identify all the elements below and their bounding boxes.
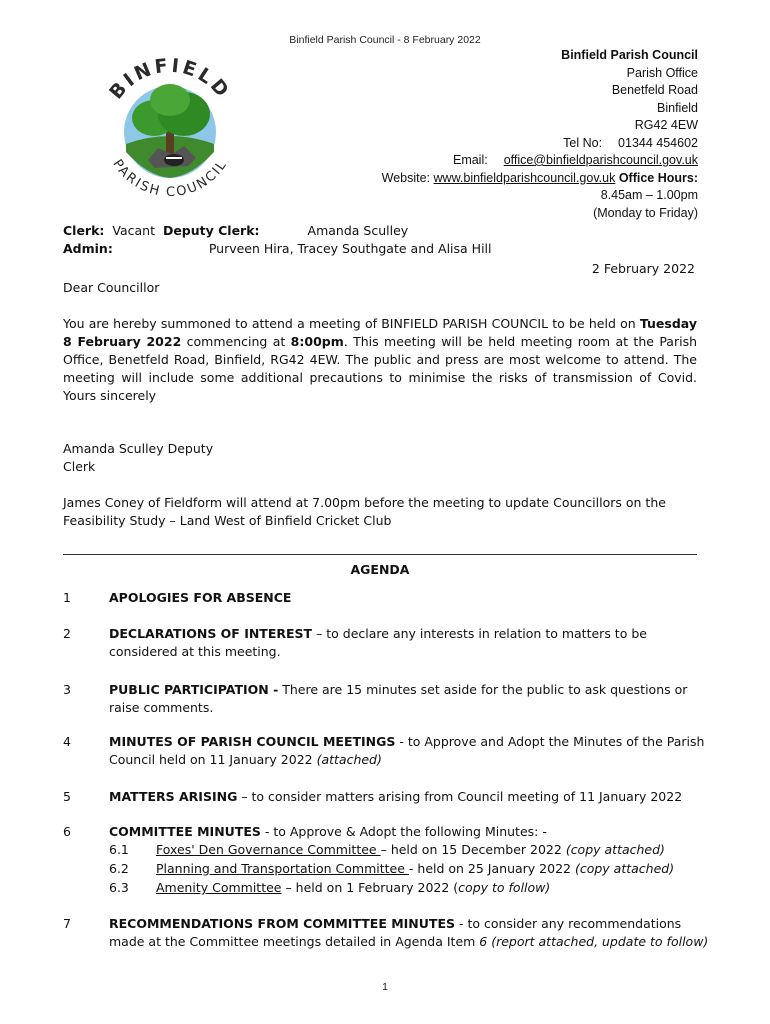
page-number: 1 xyxy=(382,982,388,993)
agenda-item-number: 4 xyxy=(63,734,71,749)
address-line: Parish Office xyxy=(626,65,698,80)
presentation-note: James Coney of Fieldform will attend at 7.00pm before the meeting to update Councillors on the Feasibility Study – Land West of Binfield Cricket Club xyxy=(63,495,666,528)
sub-item: 6.1 Foxes' Den Governance Committee – held on 15 December 2022 (copy attached) xyxy=(109,842,665,857)
agenda-item-title: MINUTES OF PARISH COUNCIL MEETINGS xyxy=(109,734,396,749)
council-name: Binfield Parish Council xyxy=(561,48,698,62)
email-label: Email: xyxy=(452,153,488,167)
deputy-clerk-label: Deputy Clerk: xyxy=(162,223,260,238)
staff-block xyxy=(63,222,492,258)
summons-paragraph: You are hereby summoned to attend a meeting of BINFIELD PARISH COUNCIL to be held on Tuesday 8 February 2022 commencing at 8:00pm. This meeting will be held meeting room at the Parish Office, Benetfeld Road, Binfield, RG42 4EW. The public and press are most welcome to attend. The meeting will include some additional precautions to minimise the risks of transmission of Covid. Yours sincerely xyxy=(63,316,698,403)
agenda-item: 2 DECLARATIONS OF INTEREST – to declare any interests in relation to matters to be considered at this meeting. xyxy=(63,626,647,659)
committee-link: Amenity Committee xyxy=(156,880,282,895)
admin-label: Admin: xyxy=(63,241,113,256)
salutation: Dear Councillor xyxy=(63,280,160,295)
agenda-item-title: APOLOGIES FOR ABSENCE xyxy=(109,590,292,605)
agenda-item-title: PUBLIC PARTICIPATION - xyxy=(109,682,279,697)
agenda-item-number: 6 xyxy=(63,824,71,839)
sub-item: 6.2 Planning and Transportation Committee - held on 25 January 2022 (copy attached) xyxy=(109,861,675,876)
agenda-item: 3 PUBLIC PARTICIPATION - There are 15 minutes set aside for the public to ask questions or raise comments. xyxy=(63,682,688,715)
address-postcode: RG42 4EW xyxy=(634,118,698,132)
signature: Amanda Sculley Deputy Clerk xyxy=(63,441,214,474)
website-link[interactable]: www.binfieldparishcouncil.gov.uk xyxy=(433,170,616,185)
website-label: Website: xyxy=(381,170,431,185)
agenda-title: AGENDA xyxy=(350,562,410,577)
admin-names: Purveen Hira, Tracey Southgate and Alisa Hill xyxy=(208,241,492,256)
tel-label: Tel No: xyxy=(563,135,603,150)
tel-number: 01344 454602 xyxy=(618,135,698,150)
office-hours-label: Office Hours: xyxy=(618,170,698,185)
parish-council-logo xyxy=(92,48,248,204)
agenda-item-number: 1 xyxy=(63,590,71,605)
address-line: Benetfeld Road xyxy=(611,83,698,97)
committee-link: Planning and Transportation Committee xyxy=(156,861,409,876)
clerk-name: Vacant xyxy=(112,223,155,238)
email-link[interactable]: office@binfieldparishcouncil.gov.uk xyxy=(503,153,698,167)
agenda-item-title: DECLARATIONS OF INTEREST xyxy=(109,626,313,641)
office-days: (Monday to Friday) xyxy=(593,205,698,220)
logo-top-text: BINFIELD xyxy=(105,54,235,104)
committee-link: Foxes' Den Governance Committee xyxy=(156,842,381,857)
letter-date: 2 February 2022 xyxy=(591,261,695,276)
agenda-item-number: 5 xyxy=(63,789,71,804)
agenda-item-title: MATTERS ARISING xyxy=(109,789,238,804)
agenda-item: 4 MINUTES OF PARISH COUNCIL MEETINGS - to Approve and Adopt the Minutes of the Parish Council held on 11 January 2022 (attached) xyxy=(63,734,705,767)
agenda-item: 5 MATTERS ARISING – to consider matters arising from Council meeting of 11 January 2022 xyxy=(63,789,683,804)
agenda-item xyxy=(63,589,713,607)
clerk-label: Clerk: xyxy=(63,223,105,238)
office-hours: 8.45am – 1.00pm xyxy=(600,188,698,202)
sub-item: 6.3 Amenity Committee – held on 1 February 2022 (copy to follow) xyxy=(109,880,551,895)
address-block xyxy=(278,47,698,222)
logo-bottom-text: PARISH COUNCIL xyxy=(109,157,231,201)
divider xyxy=(63,554,697,555)
deputy-clerk-name: Amanda Sculley xyxy=(307,223,409,238)
agenda-item-title: COMMITTEE MINUTES xyxy=(109,824,261,839)
page-header: Binfield Parish Council - 8 February 2022 xyxy=(289,34,481,46)
meeting-time: 8:00pm xyxy=(290,334,344,349)
agenda-item-number: 7 xyxy=(63,916,71,931)
meeting-date: Tuesday 8 February 2022 xyxy=(63,316,697,349)
agenda-item-number: 2 xyxy=(63,626,71,641)
agenda-item-title: RECOMMENDATIONS FROM COMMITTEE MINUTES xyxy=(109,916,455,931)
agenda-item: 7 RECOMMENDATIONS FROM COMMITTEE MINUTES - to consider any recommendations made at the Committee meetings detailed in Agenda Item 6 (report attached, update to follow) xyxy=(63,916,709,949)
agenda-item-number: 3 xyxy=(63,682,71,697)
address-line: Binfield xyxy=(657,100,698,115)
agenda-item: 6 COMMITTEE MINUTES - to Approve & Adopt the following Minutes: - 6.1 Foxes' Den Governance Committee – held on 15 December 2022 (copy attached) 6.2 Planning and Transportation Committee - held on 25 January 2022 (copy attached) 6.3 Amenity Committee – held on 1 February 2022 (copy to follow) xyxy=(63,823,713,898)
